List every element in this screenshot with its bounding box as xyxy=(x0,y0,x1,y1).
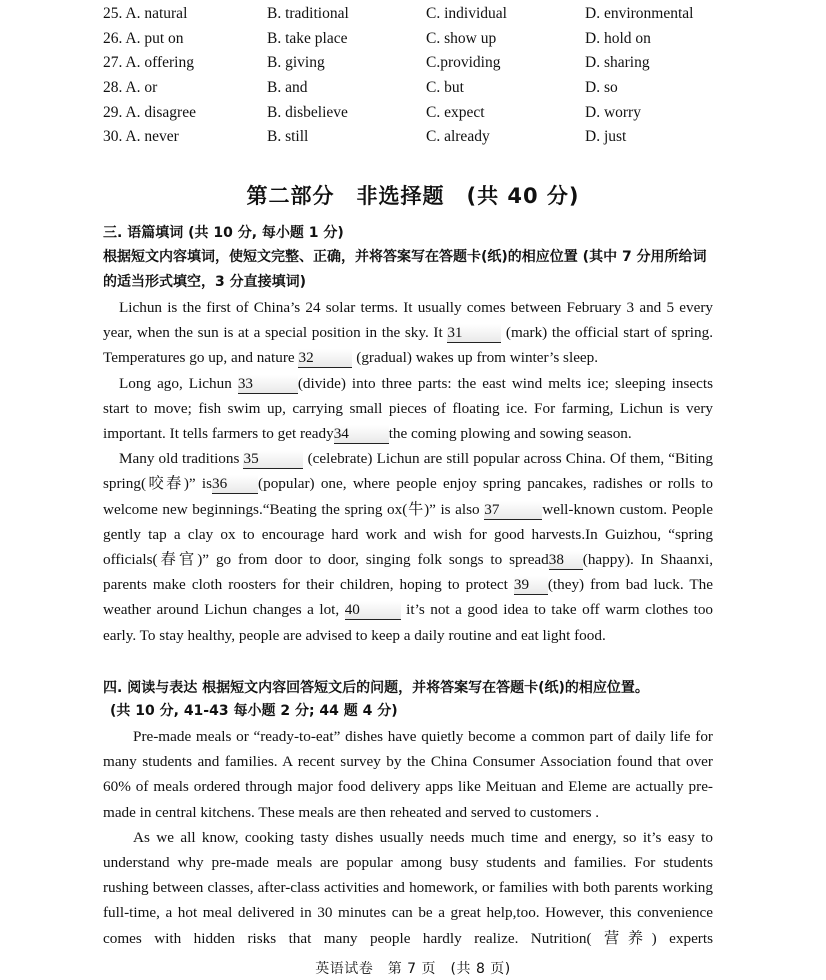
passage-text: Long ago, Lichun xyxy=(119,374,238,392)
passage-text: (popular) one, where people enjoy spring pancakes, radishes or rolls to welcome new beginnings.“Beating the spring ox(牛)” is also xyxy=(103,475,713,518)
section-3-instruction: 根据短文内容填词，使短文完整、正确，并将答案写在答题卡(纸)的相应位置 (其中 7 分用所给词的适当形式填空，3 分直接填词) xyxy=(103,249,707,290)
option-b: B. still xyxy=(267,128,309,146)
option-c: C. already xyxy=(426,128,490,146)
blank-39[interactable]: 39 xyxy=(514,576,548,595)
option-a: 26. A. put on xyxy=(103,29,184,47)
passage-paragraph: Pre-made meals or “ready-to-eat” dishes have quietly become a common part of daily life for many students and families. A recent survey by the China Consumer Association found that over 60% of meals ordered through major food delivery apps like Meituan and Eleme are actually pre-made in central kitchens. These meals are then reheated and served to customers . xyxy=(103,728,713,821)
option-a: 29. A. disagree xyxy=(103,103,196,121)
passage-text: (divide) into three parts: the east wind melts ice; sleeping insects start to move; fish swim up, carrying small pieces of floating ice. For farming, Lichun is very important. It tells farmers to get ready xyxy=(103,374,713,443)
option-c: C. but xyxy=(426,79,464,97)
option-c: C.providing xyxy=(426,54,501,72)
passage-text: (gradual) wakes up from winter’s sleep. xyxy=(352,349,599,367)
blank-31[interactable]: 31 xyxy=(447,324,501,343)
passage-text: (mark) the official start of spring. Temperatures go up, and nature xyxy=(103,324,713,367)
option-d: D. sharing xyxy=(585,54,650,72)
option-a: 25. A. natural xyxy=(103,5,188,23)
choice-row xyxy=(103,125,743,150)
choice-row xyxy=(103,2,743,27)
option-c: C. show up xyxy=(426,29,497,47)
passage-text: (happy). In Shaanxi, parents make cloth roosters for their children, hoping to protect xyxy=(103,551,713,594)
passage-text: the coming plowing and sowing season. xyxy=(388,425,632,443)
option-b: B. and xyxy=(267,79,308,97)
option-d: D. environmental xyxy=(585,5,694,23)
passage-paragraph: As we all know, cooking tasty dishes usually needs much time and energy, so it’s easy to understand why pre-made meals are popular among busy students and families. For students rushing between classes, after-class activities and homework, or families with both parents working full-time, a hot meal delivered in 30 minutes can be a great help,too. However, this convenience comes with hidden risks that many people hardly realize. Nutrition( 营养) experts xyxy=(103,828,713,947)
passage-text: Lichun is the first of China’s 24 solar terms. It usually comes between February 3 and 5 every year, when the sun is at a special position in the sky. It xyxy=(103,299,713,342)
choice-row xyxy=(103,76,743,101)
option-b: B. take place xyxy=(267,29,348,47)
blank-37[interactable]: 37 xyxy=(484,501,542,520)
option-d: D. so xyxy=(585,79,618,97)
option-c: C. individual xyxy=(426,5,507,23)
option-d: D. worry xyxy=(585,103,641,121)
passage-text: it’s not a good idea to take off warm clothes too early. To stay healthy, people are advised to keep a daily routine and eat light food. xyxy=(103,601,714,644)
option-a: 30. A. never xyxy=(103,128,179,146)
passage-text: well-known custom. People gently tap a clay ox to encourage hard work and wish for good harvests.In Guizhou, “spring officials(春官)” go from door to door, singing folk songs to spread xyxy=(103,500,713,569)
option-b: B. traditional xyxy=(267,5,349,23)
section-3-heading: 三. 语篇填词 (共 10 分, 每小题 1 分) xyxy=(103,225,344,241)
blank-33[interactable]: 33 xyxy=(238,375,298,394)
option-c: C. expect xyxy=(426,103,485,121)
option-b: B. giving xyxy=(267,54,325,72)
blank-34[interactable]: 34 xyxy=(334,425,389,444)
blank-38[interactable]: 38 xyxy=(549,551,583,570)
blank-32[interactable]: 32 xyxy=(298,349,352,368)
passage-text: (celebrate) Lichun are still popular across China. Of them, “Biting spring(咬春)” is xyxy=(103,450,713,493)
page-footer: 英语试卷 第 7 页 (共 8 页) xyxy=(315,961,511,977)
blank-36[interactable]: 36 xyxy=(212,475,258,494)
passage-paragraph xyxy=(103,371,713,447)
reading-passage xyxy=(103,724,713,951)
cloze-passage xyxy=(103,295,713,648)
choices-table xyxy=(103,2,743,150)
choice-row xyxy=(103,51,743,76)
option-d: D. hold on xyxy=(585,29,651,47)
choice-row xyxy=(103,27,743,52)
option-a: 28. A. or xyxy=(103,79,158,97)
passage-text: Many old traditions xyxy=(119,450,244,468)
passage-text: (they) from bad luck. The weather around Lichun changes a lot, xyxy=(103,576,713,619)
part-title: 第二部分 非选择题 (共 40 分) xyxy=(246,184,580,208)
section-4-score-note: (共 10 分, 41-43 每小题 2 分; 44 题 4 分) xyxy=(110,703,398,719)
option-d: D. just xyxy=(585,128,627,146)
option-b: B. disbelieve xyxy=(267,103,348,121)
blank-35[interactable]: 35 xyxy=(243,450,303,469)
passage-paragraph xyxy=(103,295,713,371)
choice-row xyxy=(103,100,743,125)
blank-40[interactable]: 40 xyxy=(345,601,401,620)
section-4-heading: 四. 阅读与表达 根据短文内容回答短文后的问题，并将答案写在答题卡(纸)的相应位置。 xyxy=(103,680,649,696)
passage-paragraph xyxy=(103,446,713,648)
option-a: 27. A. offering xyxy=(103,54,194,72)
